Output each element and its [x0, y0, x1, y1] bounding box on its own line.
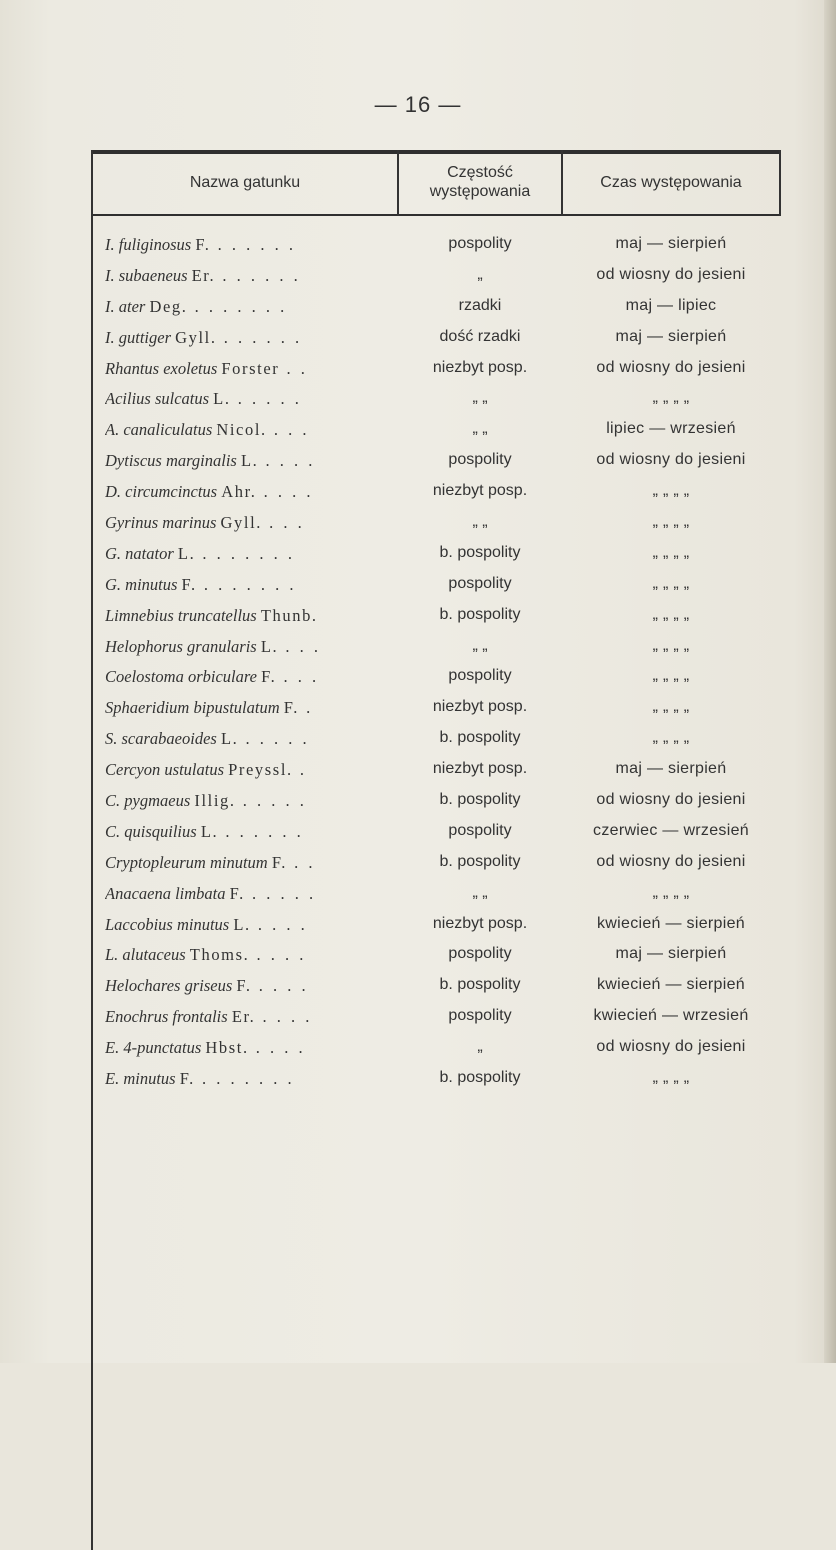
species-cell [105, 760, 393, 780]
table-row [93, 760, 779, 791]
species-cell [105, 791, 393, 811]
page-edge [824, 0, 836, 1363]
time-cell: „ „ „ „ [652, 574, 690, 592]
frequency-cell: niezbyt posp. [432, 760, 528, 778]
species-name: Gyrinus marinus [105, 513, 217, 533]
leader-dots: . . . . . . . [194, 1069, 295, 1089]
table-row [93, 667, 779, 698]
species-author: Deg. [149, 296, 188, 316]
leader-dots: . . . . . . [216, 327, 303, 347]
leader-dots: . . . . [248, 1038, 306, 1058]
table-body [93, 235, 779, 1100]
species-name: Cercyon ustulatus [105, 760, 225, 780]
species-cell [105, 266, 393, 286]
species-cell [105, 637, 393, 657]
species-name: Helochares griseus [105, 976, 233, 996]
frequency-cell: b. pospolity [439, 1069, 521, 1087]
page-number: — 16 — [374, 92, 462, 117]
species-cell [105, 513, 393, 533]
frequency-cell: niezbyt posp. [432, 698, 528, 716]
species-cell [105, 915, 393, 935]
species-cell [105, 729, 393, 749]
species-author: L. [213, 389, 231, 409]
species-author: F. [236, 976, 252, 996]
time-cell: kwiecień — sierpień [597, 976, 745, 994]
species-name: Enochrus frontalis [105, 1007, 228, 1027]
table-row [93, 791, 779, 822]
species-cell [105, 544, 393, 564]
leader-dots: . . . [276, 667, 320, 687]
species-author: Ahr. [221, 482, 257, 502]
time-cell: kwiecień — wrzesień [593, 1007, 749, 1025]
table-row [93, 420, 779, 451]
species-author: Nicol. [216, 420, 267, 440]
species-cell [105, 606, 393, 626]
leader-dots: . . . . [256, 482, 314, 502]
time-cell: od wiosny do jesieni [596, 358, 746, 376]
time-cell: maj — sierpień [615, 760, 727, 778]
frequency-cell: dość rzadki [439, 327, 521, 345]
header-time: Czas występowania [600, 173, 742, 191]
table-row [93, 328, 779, 359]
time-cell: od wiosny do jesieni [596, 451, 746, 469]
species-name: I. ater [105, 296, 146, 316]
species-name: Cryptopleurum minutum [105, 852, 268, 872]
species-name: S. scarabaeoides [105, 729, 217, 749]
frequency-cell: pospolity [448, 1007, 512, 1025]
time-cell: od wiosny do jesieni [596, 1038, 746, 1056]
leader-dots: . . . . . [244, 883, 317, 903]
species-cell [105, 235, 393, 255]
table-row [93, 606, 779, 637]
species-name: C. pygmaeus [105, 791, 191, 811]
leader-dots: . . . [278, 636, 322, 656]
time-cell: „ „ „ „ [652, 1069, 690, 1087]
leader-dots: . . . . . . . [196, 574, 297, 594]
frequency-cell: niezbyt posp. [432, 914, 528, 932]
species-author: L. [177, 543, 196, 563]
species-cell [105, 1007, 393, 1027]
time-cell: od wiosny do jesieni [596, 852, 746, 870]
leader-dots: . . . . . . . [195, 543, 296, 563]
species-author: L. [233, 914, 251, 934]
leader-dots: . . . . . . [215, 265, 301, 285]
frequency-cell: niezbyt posp. [432, 482, 528, 500]
species-author: F. [195, 235, 211, 254]
table-row [93, 945, 779, 976]
species-author: L. [220, 729, 239, 749]
species-cell [105, 575, 393, 595]
leader-dots: . . . . [255, 1007, 313, 1027]
frequency-cell: b. pospolity [439, 729, 521, 747]
species-author: Preyssl. [228, 760, 293, 780]
table-row [93, 1038, 779, 1069]
species-author: F. [229, 883, 245, 903]
species-author: L. [200, 821, 219, 841]
species-author: Gyll. [220, 513, 262, 533]
header-frequency-line1: Częstość [447, 164, 513, 181]
species-cell [105, 698, 393, 718]
time-cell: „ „ „ „ [652, 605, 690, 623]
table-row [93, 266, 779, 297]
species-author: F. [271, 852, 288, 872]
species-name: L. alutaceus [105, 945, 186, 965]
table-row [93, 698, 779, 729]
frequency-cell: „ „ [472, 883, 488, 901]
species-name: Acilius sulcatus [105, 389, 210, 409]
table-row [93, 976, 779, 1007]
species-cell [105, 359, 393, 379]
species-name: Laccobius minutus [105, 914, 230, 934]
frequency-cell: „ „ [472, 389, 488, 407]
frequency-cell: „ „ [472, 420, 488, 438]
species-name: Coelostoma orbiculare [105, 667, 258, 687]
species-name: I. fuliginosus [105, 235, 192, 254]
species-cell [105, 389, 393, 409]
table-row [93, 544, 779, 575]
species-author: Gyll. [175, 327, 217, 347]
table-row [93, 513, 779, 544]
table-row [93, 637, 779, 668]
time-cell: „ „ „ „ [652, 636, 690, 654]
leader-dots: . . . [266, 420, 310, 440]
species-author: Er. [191, 265, 216, 285]
species-cell [105, 420, 393, 440]
time-cell: „ „ „ „ [652, 729, 690, 747]
table-row [93, 297, 779, 328]
time-cell: lipiec — wrzesień [606, 420, 736, 438]
species-author: L. [260, 636, 279, 656]
time-cell: maj — sierpień [615, 235, 727, 252]
leader-dots: . . . . . [238, 729, 310, 749]
species-name: G. natator [105, 543, 174, 563]
frequency-cell: b. pospolity [439, 605, 521, 623]
species-author: F. [261, 667, 277, 687]
frequency-cell: b. pospolity [439, 543, 521, 561]
time-cell: „ „ „ „ [652, 667, 690, 685]
table-row [93, 575, 779, 606]
frequency-cell: pospolity [448, 235, 512, 252]
frequency-cell: rzadki [458, 296, 502, 314]
leader-dots: . . . [261, 513, 305, 533]
table-row [93, 884, 779, 915]
species-name: Helophorus granularis [105, 636, 257, 656]
header-frequency-line2: występowania [429, 183, 531, 200]
species-name: Dytiscus marginalis [105, 451, 237, 471]
frequency-cell: b. pospolity [439, 976, 521, 994]
species-cell [105, 482, 393, 502]
frequency-cell: niezbyt posp. [432, 358, 528, 376]
frequency-cell: pospolity [448, 821, 512, 839]
time-cell: „ „ „ „ [652, 482, 690, 500]
time-cell: maj — sierpień [615, 945, 727, 963]
species-cell [105, 451, 393, 471]
frequency-cell: pospolity [448, 574, 512, 592]
frequency-cell: „ [477, 1038, 483, 1056]
time-cell: od wiosny do jesieni [596, 265, 746, 283]
leader-dots: . . . . . . [210, 235, 296, 254]
species-author: F. [283, 698, 299, 718]
header-frequency [399, 150, 561, 214]
leader-dots: . . . . . [235, 791, 307, 811]
species-name: I. guttiger [105, 327, 171, 347]
table-row [93, 1069, 779, 1100]
species-author: Thoms. [189, 945, 250, 965]
time-cell: „ „ „ „ [652, 513, 690, 531]
species-author: F. [179, 1069, 195, 1089]
species-name: Anacaena limbata [105, 883, 226, 903]
table-right-border [779, 150, 781, 216]
species-author: Er. [231, 1007, 256, 1027]
table-row [93, 915, 779, 946]
table-row [93, 389, 779, 420]
time-cell: kwiecień — sierpień [597, 914, 745, 932]
time-cell: maj — lipiec [625, 296, 717, 314]
species-author: L. [240, 451, 259, 471]
table-row [93, 1007, 779, 1038]
table-row [93, 359, 779, 390]
species-name: I. subaeneus [105, 265, 188, 285]
leader-dots: . . . . [249, 945, 307, 965]
species-cell [105, 945, 393, 965]
frequency-cell: „ „ [472, 513, 488, 531]
species-name: E. 4-punctatus [105, 1038, 202, 1058]
time-cell: „ „ „ „ [652, 698, 690, 716]
species-name: Sphaeridium bipustulatum [105, 698, 280, 718]
species-name: G. minutus [105, 574, 178, 594]
leader-dots: . . . . . . [218, 821, 304, 841]
species-cell [105, 667, 393, 687]
table-row [93, 853, 779, 884]
species-author: Forster [221, 358, 280, 378]
species-name: C. quisquilius [105, 821, 197, 841]
leader-dots: . [292, 760, 307, 780]
species-cell [105, 884, 393, 904]
time-cell: czerwiec — wrzesień [593, 821, 749, 839]
table-row [93, 451, 779, 482]
species-name: D. circumcinctus [105, 482, 218, 502]
species-author: Thunb. [260, 605, 318, 625]
species-cell [105, 822, 393, 842]
species-author: Hbst. [205, 1038, 249, 1058]
leader-dots: . . . . [251, 976, 309, 996]
frequency-cell: pospolity [448, 945, 512, 963]
leader-dots: . . [287, 852, 316, 872]
leader-dots: . . . . [258, 451, 316, 471]
time-cell: od wiosny do jesieni [596, 791, 746, 809]
table-row [93, 729, 779, 760]
species-cell [105, 1038, 393, 1058]
table-header-rule [93, 214, 779, 216]
frequency-cell: b. pospolity [439, 852, 521, 870]
frequency-cell: b. pospolity [439, 791, 521, 809]
species-author: Illig. [194, 791, 236, 811]
species-name: Limnebius truncatellus [105, 605, 257, 625]
species-name: A. canaliculatus [105, 420, 213, 440]
time-cell: „ „ „ „ [652, 543, 690, 561]
species-cell [105, 853, 393, 873]
leader-dots: . . . . . . . [187, 296, 288, 316]
frequency-cell: pospolity [448, 451, 512, 469]
species-cell [105, 328, 393, 348]
table-row [93, 822, 779, 853]
table-row [93, 482, 779, 513]
species-cell [105, 297, 393, 317]
leader-dots: . . . . [250, 914, 308, 934]
species-name: Rhantus exoletus [105, 358, 218, 378]
leader-dots: . [298, 698, 314, 718]
table-row [93, 235, 779, 266]
leader-dots: . . . . . [230, 389, 302, 409]
species-cell [105, 976, 393, 996]
leader-dots: . . [279, 358, 308, 378]
species-cell [105, 1069, 393, 1089]
species-author: F. [181, 574, 197, 594]
frequency-cell: „ „ [472, 636, 488, 654]
species-name: E. minutus [105, 1069, 176, 1089]
frequency-cell: „ [477, 265, 483, 283]
time-cell: „ „ „ „ [652, 389, 690, 407]
frequency-cell: pospolity [448, 667, 512, 685]
header-species-name: Nazwa gatunku [189, 173, 301, 191]
time-cell: maj — sierpień [615, 327, 727, 345]
time-cell: „ „ „ „ [652, 883, 690, 901]
